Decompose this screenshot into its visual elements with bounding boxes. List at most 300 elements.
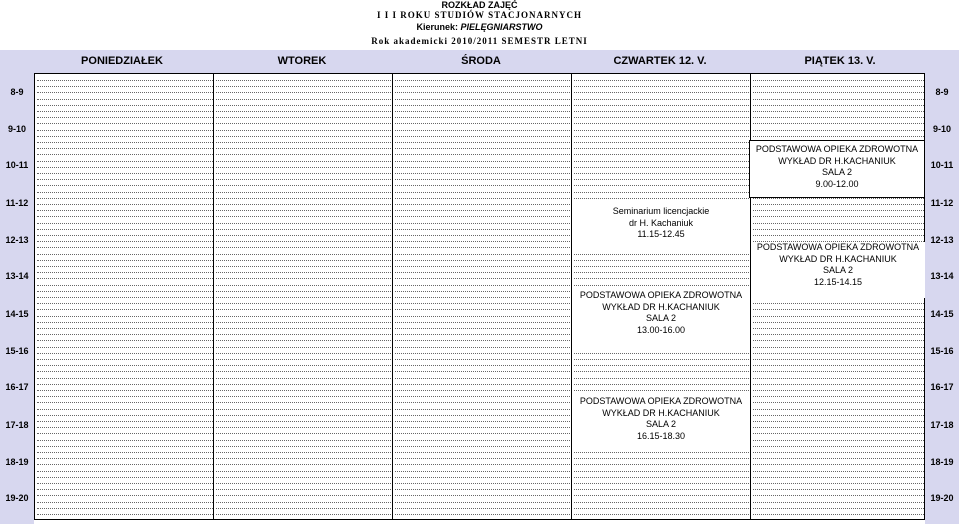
event-title: PODSTAWOWA OPIEKA ZDROWOTNA xyxy=(755,144,919,154)
grid-row-line xyxy=(216,80,391,81)
grid-row-line xyxy=(753,384,924,385)
grid-row-line xyxy=(753,322,924,323)
time-label: 14-15 xyxy=(5,309,29,319)
grid-row-line xyxy=(216,278,391,279)
event-time: 16.15-18.30 xyxy=(636,430,686,441)
time-label: 19-20 xyxy=(930,493,954,503)
grid-row-line xyxy=(395,316,570,317)
grid-row-line xyxy=(37,297,213,298)
grid-row-line xyxy=(395,278,570,279)
time-label: 19-20 xyxy=(5,493,29,503)
grid-row-line xyxy=(395,334,570,335)
grid-row-line xyxy=(753,359,924,360)
grid-row-line xyxy=(753,483,924,484)
grid-row-line xyxy=(216,111,391,112)
grid-row-line xyxy=(216,508,391,509)
grid-row-line xyxy=(395,272,570,273)
day-divider xyxy=(392,74,393,519)
grid-row-line xyxy=(395,210,570,211)
grid-row-line xyxy=(37,241,213,242)
grid-row-line xyxy=(37,508,213,509)
grid-row-line xyxy=(395,489,570,490)
grid-row-line xyxy=(395,427,570,428)
grid-row-line xyxy=(753,92,924,93)
grid-row-line xyxy=(216,409,391,410)
grid-row-line xyxy=(216,154,391,155)
grid-row-line xyxy=(216,402,391,403)
time-label: 13-14 xyxy=(930,271,954,281)
grid-row-line xyxy=(395,365,570,366)
grid-row-line xyxy=(37,92,213,93)
grid-row-line xyxy=(216,446,391,447)
grid-row-line xyxy=(37,421,213,422)
grid-row-line xyxy=(216,371,391,372)
grid-row-line xyxy=(574,272,749,273)
grid-row-line xyxy=(395,402,570,403)
grid-row-line xyxy=(753,204,924,205)
field-of-study xyxy=(0,22,959,32)
grid-row-line xyxy=(574,185,749,186)
grid-row-line xyxy=(395,123,570,124)
grid-row-line xyxy=(395,136,570,137)
grid-row-line xyxy=(395,322,570,323)
field-value: PIELĘGNIARSTWO xyxy=(460,22,543,32)
grid-row-line xyxy=(395,396,570,397)
grid-row-line xyxy=(753,415,924,416)
grid-row-line xyxy=(37,130,213,131)
grid-row-line xyxy=(753,334,924,335)
grid-row-line xyxy=(395,347,570,348)
grid-row-line xyxy=(395,117,570,118)
grid-row-line xyxy=(395,483,570,484)
grid-row-line xyxy=(216,334,391,335)
grid-row-line xyxy=(216,415,391,416)
grid-row-line xyxy=(753,440,924,441)
grid-row-line xyxy=(574,365,749,366)
grid-row-line xyxy=(395,192,570,193)
grid-row-line xyxy=(753,235,924,236)
day-header-row xyxy=(0,50,959,73)
grid-row-line xyxy=(574,464,749,465)
grid-row-line xyxy=(37,210,213,211)
time-label: 17-18 xyxy=(930,420,954,430)
grid-row-line xyxy=(753,117,924,118)
time-label: 8-9 xyxy=(10,87,24,97)
grid-row-line xyxy=(37,409,213,410)
day-header-friday: PIĄTEK 13. V. xyxy=(804,55,876,67)
grid-row-line xyxy=(574,86,749,87)
grid-row-line xyxy=(216,316,391,317)
grid-row-line xyxy=(216,99,391,100)
grid-row-line xyxy=(37,309,213,310)
grid-row-line xyxy=(574,452,749,453)
grid-row-line xyxy=(37,378,213,379)
grid-row-line xyxy=(574,142,749,143)
grid-row-line xyxy=(753,489,924,490)
grid-row-line xyxy=(216,297,391,298)
grid-row-line xyxy=(37,495,213,496)
time-label: 13-14 xyxy=(5,271,29,281)
grid-row-line xyxy=(37,154,213,155)
grid-row-line xyxy=(574,117,749,118)
time-label: 12-13 xyxy=(5,235,29,245)
grid-row-line xyxy=(216,340,391,341)
grid-row-line xyxy=(37,123,213,124)
grid-row-line xyxy=(37,272,213,273)
grid-row-line xyxy=(216,365,391,366)
grid-row-line xyxy=(216,477,391,478)
grid-row-line xyxy=(395,204,570,205)
grid-row-line xyxy=(753,80,924,81)
grid-row-line xyxy=(753,111,924,112)
grid-row-line xyxy=(753,86,924,87)
grid-row-line xyxy=(574,458,749,459)
grid-row-line xyxy=(753,347,924,348)
grid-row-line xyxy=(574,359,749,360)
grid-row-line xyxy=(753,99,924,100)
grid-row-line xyxy=(216,167,391,168)
grid-row-line xyxy=(395,508,570,509)
grid-row-line xyxy=(395,359,570,360)
grid-row-line xyxy=(574,99,749,100)
grid-row-line xyxy=(753,502,924,503)
time-label: 10-11 xyxy=(930,160,954,170)
event-title: PODSTAWOWA OPIEKA ZDROWOTNA xyxy=(579,396,743,406)
time-column-left xyxy=(0,73,34,524)
time-label: 15-16 xyxy=(930,346,954,356)
grid-row-line xyxy=(216,458,391,459)
grid-row-line xyxy=(395,471,570,472)
grid-row-line xyxy=(216,86,391,87)
grid-row-line xyxy=(574,278,749,279)
time-label: 9-10 xyxy=(932,124,951,134)
grid-row-line xyxy=(574,514,749,515)
grid-row-line xyxy=(37,347,213,348)
grid-row-line xyxy=(37,359,213,360)
grid-row-line xyxy=(395,285,570,286)
time-label: 17-18 xyxy=(5,420,29,430)
grid-row-line xyxy=(216,161,391,162)
event-friday-midday[interactable] xyxy=(751,242,925,298)
grid-row-line xyxy=(216,272,391,273)
grid-row-line xyxy=(753,396,924,397)
event-thursday-afternoon[interactable] xyxy=(572,290,750,350)
grid-row-line xyxy=(395,229,570,230)
grid-row-line xyxy=(216,173,391,174)
grid-row-line xyxy=(216,130,391,131)
grid-row-line xyxy=(37,415,213,416)
grid-row-line xyxy=(37,142,213,143)
grid-row-line xyxy=(574,123,749,124)
grid-row-line xyxy=(37,235,213,236)
grid-row-line xyxy=(395,142,570,143)
grid-row-line xyxy=(753,421,924,422)
time-label: 18-19 xyxy=(5,457,29,467)
grid-row-line xyxy=(37,161,213,162)
grid-row-line xyxy=(37,303,213,304)
grid-row-line xyxy=(753,508,924,509)
event-lecturer: WYKŁAD DR H.KACHANIUK xyxy=(779,253,897,264)
grid-row-line xyxy=(753,390,924,391)
time-label: 12-13 xyxy=(930,235,954,245)
grid-row-line xyxy=(574,161,749,162)
grid-row-line xyxy=(574,260,749,261)
grid-row-line xyxy=(395,92,570,93)
grid-row-line xyxy=(574,111,749,112)
grid-row-line xyxy=(395,80,570,81)
grid-row-line xyxy=(395,409,570,410)
grid-row-line xyxy=(753,427,924,428)
grid-row-line xyxy=(753,328,924,329)
grid-row-line xyxy=(753,316,924,317)
grid-row-line xyxy=(216,427,391,428)
grid-row-line xyxy=(216,179,391,180)
event-thursday-seminar[interactable] xyxy=(572,204,750,248)
grid-row-line xyxy=(395,167,570,168)
grid-row-line xyxy=(574,154,749,155)
grid-row-line xyxy=(753,409,924,410)
time-label: 16-17 xyxy=(5,382,29,392)
grid-row-line xyxy=(37,86,213,87)
grid-row-line xyxy=(574,92,749,93)
grid-row-line xyxy=(37,136,213,137)
time-label: 18-19 xyxy=(930,457,954,467)
grid-row-line xyxy=(37,111,213,112)
grid-row-line xyxy=(216,235,391,236)
grid-row-line xyxy=(574,477,749,478)
grid-row-line xyxy=(37,483,213,484)
time-label: 16-17 xyxy=(930,382,954,392)
grid-row-line xyxy=(37,427,213,428)
grid-row-line xyxy=(37,433,213,434)
event-time: 9.00-12.00 xyxy=(815,178,859,189)
event-room: SALA 2 xyxy=(821,167,853,177)
grid-row-line xyxy=(216,204,391,205)
grid-row-line xyxy=(216,266,391,267)
grid-row-line xyxy=(395,254,570,255)
grid-row-line xyxy=(753,514,924,515)
grid-row-line xyxy=(37,185,213,186)
grid-row-line xyxy=(574,105,749,106)
grid-row-line xyxy=(216,254,391,255)
grid-row-line xyxy=(395,260,570,261)
grid-row-line xyxy=(37,390,213,391)
grid-row-line xyxy=(395,154,570,155)
grid-row-line xyxy=(395,297,570,298)
grid-row-line xyxy=(37,328,213,329)
grid-row-line xyxy=(216,185,391,186)
grid-row-line xyxy=(574,192,749,193)
grid-row-line xyxy=(37,365,213,366)
grid-row-line xyxy=(216,241,391,242)
grid-row-line xyxy=(574,179,749,180)
grid-row-line xyxy=(37,260,213,261)
grid-row-line xyxy=(216,309,391,310)
grid-row-line xyxy=(37,278,213,279)
grid-row-line xyxy=(395,223,570,224)
grid-row-line xyxy=(216,384,391,385)
grid-row-line xyxy=(37,192,213,193)
grid-row-line xyxy=(395,173,570,174)
grid-row-line xyxy=(216,92,391,93)
grid-row-line xyxy=(216,148,391,149)
grid-row-line xyxy=(395,433,570,434)
grid-row-line xyxy=(395,179,570,180)
academic-year: Rok akademicki 2010/2011 SEMESTR LETNI xyxy=(371,36,588,46)
grid-row-line xyxy=(395,303,570,304)
grid-row-line xyxy=(574,254,749,255)
grid-row-line xyxy=(37,464,213,465)
grid-row-line xyxy=(216,483,391,484)
grid-row-line xyxy=(395,390,570,391)
grid-row-line xyxy=(216,105,391,106)
grid-row-line xyxy=(753,198,924,199)
day-header-monday: PONIEDZIAŁEK xyxy=(81,55,163,67)
time-label: 11-12 xyxy=(930,198,954,208)
grid-row-line xyxy=(37,446,213,447)
grid-row-line xyxy=(37,167,213,168)
grid-row-line xyxy=(395,495,570,496)
grid-row-line xyxy=(395,291,570,292)
event-thursday-evening[interactable] xyxy=(572,396,750,450)
grid-row-line xyxy=(753,123,924,124)
grid-row-line xyxy=(216,489,391,490)
grid-row-line xyxy=(37,514,213,515)
grid-row-line xyxy=(395,458,570,459)
event-lecturer: dr H. Kachaniuk xyxy=(628,217,694,228)
grid-row-line xyxy=(753,464,924,465)
grid-row-line xyxy=(395,235,570,236)
grid-row-line xyxy=(37,173,213,174)
grid-row-line xyxy=(216,291,391,292)
grid-row-line xyxy=(37,247,213,248)
grid-row-line xyxy=(753,371,924,372)
grid-row-line xyxy=(574,495,749,496)
grid-row-line xyxy=(216,359,391,360)
event-lecturer: WYKŁAD DR H.KACHANIUK xyxy=(778,155,896,166)
event-friday-morning[interactable] xyxy=(749,140,925,198)
grid-row-line xyxy=(395,309,570,310)
grid-row-line xyxy=(574,148,749,149)
grid-row-line xyxy=(574,173,749,174)
grid-row-line xyxy=(395,440,570,441)
grid-row-line xyxy=(753,216,924,217)
day-header-thursday: CZWARTEK 12. V. xyxy=(613,55,707,67)
grid-row-line xyxy=(753,340,924,341)
grid-row-line xyxy=(37,396,213,397)
grid-row-line xyxy=(37,402,213,403)
grid-row-line xyxy=(574,198,749,199)
grid-row-line xyxy=(37,266,213,267)
grid-row-line xyxy=(753,378,924,379)
grid-row-line xyxy=(216,514,391,515)
grid-row-line xyxy=(574,266,749,267)
event-lecturer: WYKŁAD DR H.KACHANIUK xyxy=(602,407,720,418)
grid-row-line xyxy=(753,105,924,106)
grid-row-line xyxy=(574,390,749,391)
grid-row-line xyxy=(216,247,391,248)
grid-row-line xyxy=(216,452,391,453)
grid-row-line xyxy=(37,458,213,459)
grid-row-line xyxy=(395,241,570,242)
schedule-title: ROZKŁAD ZAJĘĆ xyxy=(441,0,518,10)
grid-row-line xyxy=(753,402,924,403)
grid-row-line xyxy=(395,161,570,162)
time-label: 8-9 xyxy=(935,87,949,97)
grid-row-line xyxy=(574,136,749,137)
grid-row-line xyxy=(37,477,213,478)
grid-row-line xyxy=(37,99,213,100)
day-header-tuesday: WTOREK xyxy=(277,55,327,67)
grid-row-line xyxy=(753,229,924,230)
grid-row-line xyxy=(395,477,570,478)
grid-row-line xyxy=(574,489,749,490)
grid-row-line xyxy=(395,384,570,385)
grid-row-line xyxy=(216,223,391,224)
grid-row-line xyxy=(37,80,213,81)
grid-row-line xyxy=(395,266,570,267)
grid-row-line xyxy=(216,229,391,230)
grid-row-line xyxy=(37,148,213,149)
grid-row-line xyxy=(395,247,570,248)
grid-row-line xyxy=(37,291,213,292)
grid-row-line xyxy=(37,353,213,354)
grid-row-line xyxy=(216,502,391,503)
field-label: Kierunek: xyxy=(416,22,458,32)
event-time: 13.00-16.00 xyxy=(636,324,686,335)
grid-row-line xyxy=(753,477,924,478)
grid-row-line xyxy=(753,353,924,354)
grid-row-line xyxy=(37,254,213,255)
grid-row-line xyxy=(37,489,213,490)
grid-row-line xyxy=(395,99,570,100)
schedule-grid-frame xyxy=(0,73,959,524)
grid-row-line xyxy=(216,216,391,217)
grid-row-line xyxy=(216,285,391,286)
grid-row-line xyxy=(216,464,391,465)
grid-row-line xyxy=(37,117,213,118)
grid-row-line xyxy=(753,471,924,472)
grid-row-line xyxy=(395,446,570,447)
grid-row-line xyxy=(574,378,749,379)
time-column-right xyxy=(925,73,959,524)
grid-row-line xyxy=(395,452,570,453)
grid-row-line xyxy=(753,446,924,447)
grid-row-line xyxy=(395,105,570,106)
year-of-study: I I I ROKU STUDIÓW STACJONARNYCH xyxy=(377,10,582,20)
grid-row-line xyxy=(395,185,570,186)
grid-row-line xyxy=(37,229,213,230)
event-room: SALA 2 xyxy=(822,265,854,275)
grid-row-line xyxy=(395,216,570,217)
grid-row-line xyxy=(574,371,749,372)
grid-row-line xyxy=(216,322,391,323)
grid-row-line xyxy=(216,117,391,118)
grid-row-line xyxy=(753,495,924,496)
grid-row-line xyxy=(574,384,749,385)
grid-row-line xyxy=(395,514,570,515)
event-lecturer: WYKŁAD DR H.KACHANIUK xyxy=(602,301,720,312)
grid-row-line xyxy=(216,421,391,422)
event-title: PODSTAWOWA OPIEKA ZDROWOTNA xyxy=(756,242,920,252)
grid-row-line xyxy=(216,198,391,199)
event-title: Seminarium licencjackie xyxy=(612,206,710,216)
time-label: 11-12 xyxy=(5,198,29,208)
grid-row-line xyxy=(216,433,391,434)
time-label: 10-11 xyxy=(5,160,29,170)
grid-row-line xyxy=(753,458,924,459)
grid-row-line xyxy=(753,136,924,137)
